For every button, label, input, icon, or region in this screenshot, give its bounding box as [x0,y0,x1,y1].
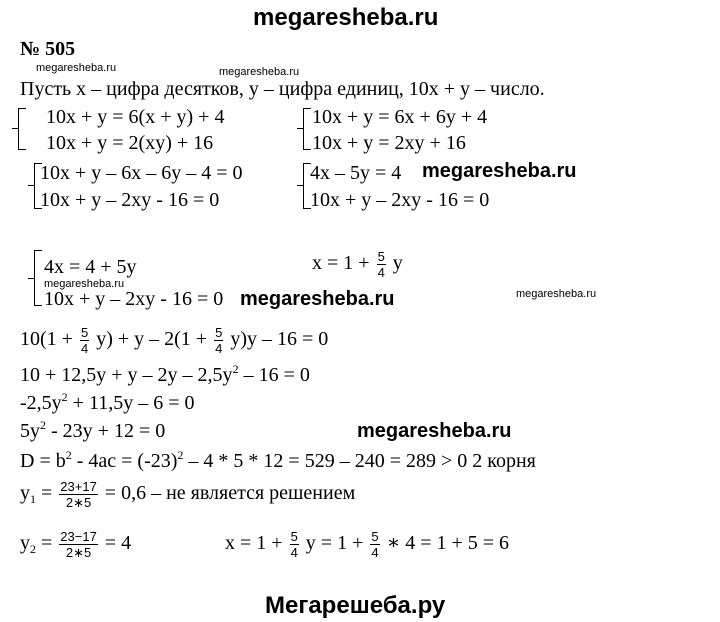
fraction: $\frac{5}{4}$ [377,249,385,280]
watermark-small: megaresheba.ru [44,278,125,290]
fraction: $\frac{23-17}{2∗5}$ [60,529,97,560]
fraction: $\frac{23+17}{2∗5}$ [60,479,97,510]
sys3-eq1: 4x = 4 + 5y [44,256,137,278]
simplified-equation: $10 + 12,5y + y - 2y - 2,5y^2 - 16 = 0$ [20,362,310,386]
sys2-right-eq2: 10x + y – 2xy - 16 = 0 [310,189,490,211]
system-brace [18,108,29,150]
watermark-mid: megaresheba.ru [357,420,512,442]
watermark-small: megaresheba.ru [516,288,597,300]
substitution-equation: 10(1 + $\frac{5}{4}$ y) + y – 2(1 + $\frac{5}{4}$ y)y – 16 = 0 [20,325,329,356]
system-brace-notch [28,278,34,279]
problem-number: № 505 [20,38,76,60]
fraction: $\frac{5}{4}$ [290,529,298,560]
watermark-top: megaresheba.ru [253,4,439,31]
sys1-right-eq1: 10x + y = 6x + 6y + 4 [312,106,488,128]
footer-brand: Мегарешеба.ру [265,592,446,619]
x-expression: x = 1 + $\frac{5}{4}$ y [312,249,403,280]
fraction: $\frac{5}{4}$ [371,529,379,560]
system-brace-notch [12,128,18,129]
quadratic-equation: $-2,5y^2 + 11,5y - 6 = 0$ [20,390,195,414]
x-solution: x = 1 + $\frac{5}{4}$ y = 1 + $\frac{5}{4}$ ∗ 4 = 1 + 5 = 6 [225,529,510,560]
sys1-left-eq2: 10x + y = 2(xy) + 16 [46,132,214,154]
sys2-left-eq1: 10x + y – 6x – 6y – 4 = 0 [40,162,243,184]
root-y2: $y_2$ = $\frac{23-17}{2∗5}$ = 4 [20,529,132,560]
system-brace-notch [28,185,34,186]
sys2-left-eq2: 10x + y – 2xy - 16 = 0 [40,189,220,211]
sys3-eq2: 10x + y – 2xy - 16 = 0 [44,288,224,310]
system-brace-notch [297,128,303,129]
intro-text: Пусть х – цифра десятков, у – цифра единиц, 10х + у – число. [20,78,545,100]
watermark-mid: megaresheba.ru [240,288,395,310]
discriminant: $D = b^2 - 4ac = (-23)^2 - 4 * 5 * 12 = 529 - 240 = 289 > 0$ 2 корня [20,448,536,472]
sys2-right-eq1: 4x – 5y = 4 [310,162,402,184]
quadratic-equation-normalized: $5y^2 - 23y + 12 = 0$ [20,418,166,442]
system-brace-notch [297,185,303,186]
fraction: $\frac{5}{4}$ [80,325,89,356]
watermark-small: megaresheba.ru [36,62,117,74]
watermark-mid: megaresheba.ru [422,160,577,182]
sys1-left-eq1: 10x + y = 6(x + y) + 4 [46,106,225,128]
fraction: $\frac{5}{4}$ [215,325,223,356]
root-y1: $y_1$ = $\frac{23+17}{2∗5}$ = 0,6 – не является решением [20,479,356,510]
sys1-right-eq2: 10x + y = 2xy + 16 [312,132,466,154]
watermark-small: megaresheba.ru [219,66,300,78]
